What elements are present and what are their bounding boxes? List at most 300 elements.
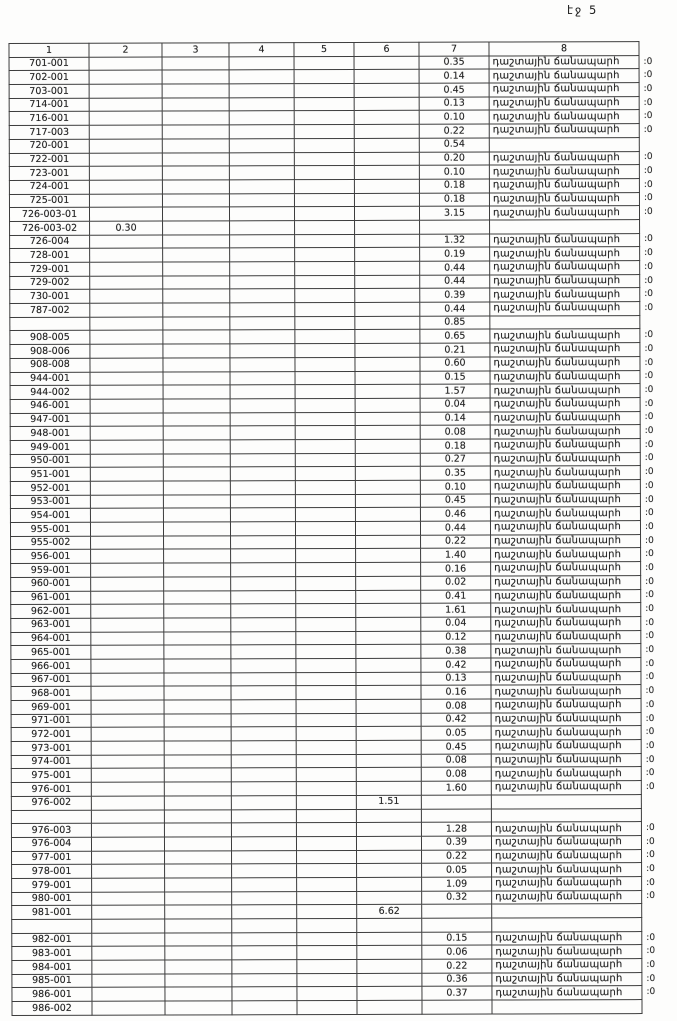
cell-c5 bbox=[295, 275, 355, 289]
cell-c5 bbox=[294, 97, 354, 111]
cell-c6 bbox=[356, 603, 421, 617]
cell-c6 bbox=[356, 535, 421, 549]
cell-c3 bbox=[163, 453, 230, 467]
cell-c5 bbox=[297, 891, 357, 905]
cell-c5 bbox=[295, 248, 355, 262]
cell-c3 bbox=[164, 659, 231, 673]
cell-c6 bbox=[356, 768, 421, 782]
cell-edge-fragment: :0 bbox=[646, 877, 655, 888]
cell-c8: դաշտային ճանապարհ bbox=[490, 411, 640, 425]
cell-c7: 1.40 bbox=[421, 548, 491, 562]
cell-edge-fragment: :0 bbox=[645, 535, 654, 546]
cell-c3 bbox=[164, 604, 231, 618]
cell-c2 bbox=[90, 358, 163, 372]
cell-c7: 0.36 bbox=[422, 973, 492, 987]
cell-c1: 908-008 bbox=[10, 358, 90, 372]
cell-c2 bbox=[89, 207, 162, 221]
cell-c8 bbox=[491, 794, 641, 808]
cell-edge-fragment bbox=[641, 808, 667, 822]
cell-c1: 953-001 bbox=[10, 495, 90, 509]
cell-c7: 0.39 bbox=[421, 836, 491, 850]
cell-c4 bbox=[229, 166, 294, 180]
cell-edge-fragment: :0 bbox=[644, 494, 654, 505]
cell-c4 bbox=[230, 262, 295, 276]
cell-c8: դաշտային ճանապարհ bbox=[492, 890, 642, 904]
cell-c3 bbox=[163, 289, 230, 303]
cell-c4 bbox=[230, 221, 295, 235]
cell-c6 bbox=[357, 959, 422, 973]
cell-c7: 0.18 bbox=[419, 193, 489, 207]
cell-c2 bbox=[91, 659, 164, 673]
cell-c5 bbox=[296, 617, 356, 631]
cell-edge-fragment: :0 bbox=[645, 562, 654, 574]
cell-c2 bbox=[90, 440, 163, 454]
cell-c8: դաշտային ճանապարհ bbox=[489, 110, 639, 124]
cell-edge-fragment: :0 bbox=[645, 781, 655, 793]
cell-c3 bbox=[162, 139, 229, 153]
cell-c2 bbox=[92, 987, 165, 1001]
cell-c2 bbox=[92, 905, 165, 919]
cell-c3 bbox=[162, 152, 229, 166]
cell-c2 bbox=[90, 303, 163, 317]
cell-c3 bbox=[164, 823, 231, 837]
cell-c8: դաշտային ճանապարհ bbox=[490, 288, 640, 302]
cell-c2 bbox=[92, 864, 165, 878]
cell-c6 bbox=[356, 686, 421, 700]
cell-c8 bbox=[492, 918, 642, 932]
cell-edge-fragment bbox=[640, 219, 666, 233]
cell-c1 bbox=[10, 317, 90, 331]
cell-c5 bbox=[294, 111, 354, 125]
cell-c6 bbox=[354, 124, 419, 138]
cell-c4 bbox=[232, 946, 297, 960]
cell-c1: 955-001 bbox=[10, 522, 90, 536]
cell-c7: 0.08 bbox=[421, 767, 491, 781]
cell-c8: դաշտային ճանապարհ bbox=[491, 644, 641, 658]
cell-c6 bbox=[356, 754, 421, 768]
table-row bbox=[12, 1000, 668, 1016]
cell-c7: 0.05 bbox=[422, 863, 492, 877]
cell-c2 bbox=[91, 796, 164, 810]
cell-c8 bbox=[489, 137, 639, 151]
column-header: 2 bbox=[89, 43, 162, 57]
cell-c7: 0.14 bbox=[420, 412, 490, 426]
cell-c3 bbox=[165, 878, 232, 892]
cell-c3 bbox=[165, 960, 232, 974]
cell-c2 bbox=[90, 413, 163, 427]
cell-edge-fragment: :0 bbox=[644, 521, 654, 532]
cell-c1: 726-004 bbox=[10, 235, 90, 249]
cell-c2 bbox=[91, 686, 164, 700]
cell-c2 bbox=[90, 385, 163, 399]
cell-c2 bbox=[91, 700, 164, 714]
cell-c4 bbox=[232, 932, 297, 946]
cell-c1: 983-001 bbox=[12, 947, 92, 961]
cell-c3 bbox=[165, 1001, 232, 1015]
cell-c2 bbox=[90, 426, 163, 440]
cell-c1: 954-001 bbox=[10, 509, 90, 523]
cell-edge-fragment: :0 bbox=[644, 289, 654, 300]
cell-edge-fragment: :0 bbox=[644, 343, 654, 355]
cell-c2 bbox=[92, 960, 165, 974]
cell-c6 bbox=[354, 165, 419, 179]
cell-c5 bbox=[294, 152, 354, 166]
cell-c1: 956-001 bbox=[11, 550, 91, 564]
cell-c6 bbox=[355, 357, 420, 371]
cell-c8: դաշտային ճանապարհ bbox=[491, 548, 641, 562]
cell-c8: դաշտային ճանապարհ bbox=[492, 931, 642, 945]
cell-c8 bbox=[490, 219, 640, 233]
cell-edge-fragment: :0 bbox=[644, 426, 654, 437]
cell-c1: 787-002 bbox=[10, 303, 90, 317]
cell-c1: 969-001 bbox=[11, 700, 91, 714]
cell-c6 bbox=[356, 781, 421, 795]
cell-c5 bbox=[295, 453, 355, 467]
cell-c6 bbox=[355, 302, 420, 316]
cell-edge-fragment: :0 bbox=[643, 152, 653, 163]
cell-c7: 0.35 bbox=[419, 56, 489, 70]
cell-c4 bbox=[229, 180, 294, 194]
cell-c1: 974-001 bbox=[11, 755, 91, 769]
cell-c5 bbox=[296, 631, 356, 645]
cell-edge-fragment: :0 bbox=[643, 124, 653, 136]
cell-edge-fragment: :0 bbox=[644, 467, 654, 478]
cell-c5 bbox=[295, 522, 355, 536]
cell-c5 bbox=[296, 699, 356, 713]
cell-c2 bbox=[90, 372, 163, 386]
cell-c5 bbox=[296, 768, 356, 782]
cell-c6 bbox=[356, 658, 421, 672]
cell-c1: 951-001 bbox=[10, 468, 90, 482]
cell-c8: դաշտային ճանապարհ bbox=[490, 507, 640, 521]
cell-c4 bbox=[230, 289, 295, 303]
cell-c5 bbox=[294, 70, 354, 84]
cell-c6 bbox=[355, 248, 420, 262]
cell-c4 bbox=[229, 70, 294, 84]
cell-c4 bbox=[232, 973, 297, 987]
cell-c7: 0.42 bbox=[421, 658, 491, 672]
cell-c4 bbox=[230, 330, 295, 344]
cell-c6 bbox=[356, 631, 421, 645]
cell-c1: 961-001 bbox=[11, 591, 91, 605]
cell-c5 bbox=[295, 261, 355, 275]
cell-c7: 0.39 bbox=[420, 288, 490, 302]
cell-c4 bbox=[230, 357, 295, 371]
cell-edge-fragment: :0 bbox=[645, 768, 655, 779]
cell-c4 bbox=[231, 768, 296, 782]
cell-c6 bbox=[357, 891, 422, 905]
column-header: 6 bbox=[354, 42, 419, 56]
cell-c7: 0.18 bbox=[420, 439, 490, 453]
column-header: 5 bbox=[294, 42, 354, 56]
cell-c5 bbox=[297, 864, 357, 878]
cell-c7: 0.22 bbox=[421, 535, 491, 549]
cell-c8: դաշտային ճանապարհ bbox=[490, 356, 640, 370]
cell-c2 bbox=[90, 522, 163, 536]
cell-c7: 0.42 bbox=[421, 713, 491, 727]
cell-c1: 724-001 bbox=[9, 180, 89, 194]
cell-c5 bbox=[296, 535, 356, 549]
cell-c2 bbox=[89, 153, 162, 167]
cell-c7 bbox=[420, 220, 490, 234]
cell-c7: 0.18 bbox=[419, 179, 489, 193]
cell-c6 bbox=[355, 220, 420, 234]
cell-c8: դաշտային ճանապարհ bbox=[489, 165, 639, 179]
cell-c2 bbox=[90, 262, 163, 276]
cell-c5 bbox=[296, 645, 356, 659]
cell-c7: 1.57 bbox=[420, 384, 490, 398]
cell-c5 bbox=[295, 330, 355, 344]
cell-edge-fragment: :0 bbox=[645, 727, 655, 738]
cell-c7: 1.61 bbox=[421, 603, 491, 617]
cell-c1: 722-001 bbox=[9, 153, 89, 167]
cell-c7: 0.54 bbox=[419, 138, 489, 152]
cell-c3 bbox=[163, 412, 230, 426]
cell-c6 bbox=[355, 439, 420, 453]
cell-edge-fragment bbox=[642, 1000, 668, 1014]
cell-c8: դաշտային ճանապարհ bbox=[491, 671, 641, 685]
cell-c2 bbox=[92, 919, 165, 933]
cell-c6 bbox=[355, 521, 420, 535]
cell-c7: 0.46 bbox=[420, 507, 490, 521]
cell-edge-fragment bbox=[641, 794, 667, 808]
cell-c4 bbox=[232, 960, 297, 974]
cell-c1: 980-001 bbox=[12, 892, 92, 906]
cell-c1: 703-001 bbox=[9, 84, 89, 98]
cell-c7: 0.85 bbox=[420, 316, 490, 330]
cell-edge-fragment: :0 bbox=[646, 987, 656, 998]
cell-c8 bbox=[492, 904, 642, 918]
cell-c6 bbox=[355, 453, 420, 467]
cell-c7: 1.32 bbox=[420, 234, 490, 248]
cell-c7: 0.16 bbox=[421, 685, 491, 699]
cell-c8: դաշտային ճանապարհ bbox=[490, 343, 640, 357]
cell-c6 bbox=[355, 234, 420, 248]
cell-c5 bbox=[295, 220, 355, 234]
cell-c4 bbox=[229, 84, 294, 98]
cell-c5 bbox=[295, 289, 355, 303]
cell-c8: դաշտային ճանապարհ bbox=[490, 480, 640, 494]
cell-edge-fragment: :0 bbox=[646, 973, 656, 984]
cell-edge-fragment: :0 bbox=[645, 740, 655, 751]
cell-c3 bbox=[163, 317, 230, 331]
cell-c8: դաշտային ճանապարհ bbox=[491, 822, 641, 836]
cell-c8: դաշտային ճանապարհ bbox=[489, 69, 639, 83]
cell-c5 bbox=[297, 918, 357, 932]
cell-c3 bbox=[163, 522, 230, 536]
cell-c8: դաշտային ճանապարհ bbox=[491, 589, 641, 603]
cell-c2 bbox=[91, 823, 164, 837]
cell-edge-fragment: :0 bbox=[645, 754, 655, 765]
cell-c7: 0.10 bbox=[420, 480, 490, 494]
cell-edge-fragment: :0 bbox=[644, 385, 654, 396]
cell-edge-fragment: :0 bbox=[646, 850, 655, 861]
cell-c6 bbox=[357, 932, 422, 946]
cell-c1: 978-001 bbox=[12, 865, 92, 879]
cell-edge-fragment bbox=[639, 137, 665, 151]
cell-c3 bbox=[165, 974, 232, 988]
cell-c5 bbox=[297, 877, 357, 891]
cell-c8: դաշտային ճանապարհ bbox=[489, 55, 639, 69]
cell-c8: դաշտային ճանապարհ bbox=[490, 329, 640, 343]
cell-c4 bbox=[230, 481, 295, 495]
cell-c6 bbox=[354, 152, 419, 166]
cell-c8: դաշտային ճանապարհ bbox=[491, 575, 641, 589]
cell-c2: 0.30 bbox=[90, 221, 163, 235]
cell-c7 bbox=[421, 809, 491, 823]
cell-c7: 0.08 bbox=[421, 754, 491, 768]
cell-edge-fragment: :0 bbox=[643, 83, 653, 94]
cell-c7: 0.13 bbox=[421, 672, 491, 686]
cell-c2 bbox=[91, 536, 164, 550]
cell-c7: 0.38 bbox=[421, 644, 491, 658]
cell-c3 bbox=[165, 933, 232, 947]
cell-c8: դաշտային ճանապարհ bbox=[489, 206, 639, 220]
cell-c3 bbox=[163, 234, 230, 248]
cell-c1: 964-001 bbox=[11, 632, 91, 646]
cell-c3 bbox=[162, 166, 229, 180]
cell-c8: դաշտային ճանապարհ bbox=[489, 83, 639, 97]
cell-c4 bbox=[231, 700, 296, 714]
cell-c5 bbox=[294, 138, 354, 152]
cell-edge-fragment: :0 bbox=[644, 261, 653, 272]
cell-c2 bbox=[91, 604, 164, 618]
cell-c7: 0.44 bbox=[420, 521, 490, 535]
cell-edge-fragment: :0 bbox=[643, 56, 653, 67]
cell-c6 bbox=[355, 398, 420, 412]
cell-edge-fragment: :0 bbox=[644, 330, 654, 341]
cell-c4 bbox=[231, 659, 296, 673]
cell-c8: դաշտային ճանապարհ bbox=[491, 699, 641, 713]
cell-c6 bbox=[357, 863, 422, 877]
cell-c2 bbox=[90, 344, 163, 358]
cell-edge-fragment: :0 bbox=[644, 234, 653, 245]
cell-c4 bbox=[231, 727, 296, 741]
cell-c7: 0.21 bbox=[420, 343, 490, 357]
cell-c1: 701-001 bbox=[9, 57, 89, 71]
cell-c1: 971-001 bbox=[11, 714, 91, 728]
cell-c3 bbox=[164, 714, 231, 728]
cell-c8: դաշտային ճանապարհ bbox=[490, 274, 640, 288]
cell-c2 bbox=[89, 139, 162, 153]
cell-c6 bbox=[356, 562, 421, 576]
cell-c6 bbox=[354, 138, 419, 152]
page-number-label: էջ 5 bbox=[567, 3, 599, 17]
cell-c2 bbox=[91, 727, 164, 741]
cell-c4 bbox=[232, 987, 297, 1001]
cell-c1: 986-002 bbox=[12, 1001, 92, 1015]
cell-c1: 986-001 bbox=[12, 988, 92, 1002]
cell-c7: 0.44 bbox=[420, 261, 490, 275]
cell-c7 bbox=[422, 918, 492, 932]
cell-c8: դաշտային ճանապարհ bbox=[490, 493, 640, 507]
cell-c5 bbox=[295, 371, 355, 385]
cell-c3 bbox=[163, 440, 230, 454]
cell-c5 bbox=[295, 467, 355, 481]
cell-c8: դաշտային ճանապարհ bbox=[491, 781, 641, 795]
cell-c7: 0.41 bbox=[421, 590, 491, 604]
cell-c7: 0.32 bbox=[422, 891, 492, 905]
cell-c6 bbox=[355, 508, 420, 522]
cell-c6 bbox=[355, 412, 420, 426]
cell-c3 bbox=[164, 700, 231, 714]
cell-c6 bbox=[356, 836, 421, 850]
cell-c4 bbox=[230, 426, 295, 440]
cell-c6 bbox=[355, 480, 420, 494]
cell-c5 bbox=[297, 932, 357, 946]
cell-c4 bbox=[230, 453, 295, 467]
cell-c2 bbox=[92, 946, 165, 960]
cell-c5 bbox=[295, 508, 355, 522]
cell-c1: 944-001 bbox=[10, 372, 90, 386]
cell-c3 bbox=[165, 864, 232, 878]
cell-c5 bbox=[294, 179, 354, 193]
cell-c2 bbox=[92, 851, 165, 865]
cell-c4 bbox=[231, 686, 296, 700]
cell-c6 bbox=[356, 549, 421, 563]
cell-c7 bbox=[422, 904, 492, 918]
cell-c8: դաշտային ճանապարհ bbox=[492, 849, 642, 863]
cell-c2 bbox=[91, 563, 164, 577]
cell-c3 bbox=[162, 98, 229, 112]
cell-edge-fragment: :0 bbox=[644, 398, 654, 409]
cell-c3 bbox=[165, 905, 232, 919]
cell-c4 bbox=[230, 275, 295, 289]
cell-c5 bbox=[295, 480, 355, 494]
cell-c3 bbox=[162, 70, 229, 84]
cell-c4 bbox=[231, 576, 296, 590]
cell-c2 bbox=[91, 618, 164, 632]
cell-c3 bbox=[163, 248, 230, 262]
cell-edge-fragment: :0 bbox=[645, 631, 655, 642]
cell-c3 bbox=[164, 727, 231, 741]
cell-c6 bbox=[356, 576, 421, 590]
data-table bbox=[8, 41, 668, 1016]
cell-edge-fragment: :0 bbox=[643, 111, 653, 122]
cell-c6 bbox=[355, 343, 420, 357]
cell-c6 bbox=[354, 70, 419, 84]
cell-c1: 728-001 bbox=[10, 249, 90, 263]
cell-c2 bbox=[91, 673, 164, 687]
cell-c1: 908-006 bbox=[10, 344, 90, 358]
cell-c7: 0.16 bbox=[421, 562, 491, 576]
cell-c7: 0.05 bbox=[421, 726, 491, 740]
cell-c8: դաշտային ճանապարհ bbox=[490, 233, 640, 247]
cell-c3 bbox=[164, 837, 231, 851]
cell-c2 bbox=[90, 399, 163, 413]
cell-edge-fragment: :0 bbox=[644, 508, 654, 519]
cell-c1: 981-001 bbox=[12, 906, 92, 920]
cell-c3 bbox=[164, 577, 231, 591]
cell-c4 bbox=[231, 631, 296, 645]
cell-c6 bbox=[356, 740, 421, 754]
cell-edge-fragment: :0 bbox=[646, 946, 656, 957]
cell-c5 bbox=[296, 754, 356, 768]
cell-c7 bbox=[421, 795, 491, 809]
cell-c6: 6.62 bbox=[357, 905, 422, 919]
cell-c8: դաշտային ճանապարհ bbox=[490, 425, 640, 439]
cell-c6 bbox=[357, 918, 422, 932]
cell-c7: 0.22 bbox=[419, 124, 489, 138]
cell-c7: 0.22 bbox=[422, 959, 492, 973]
cell-c1: 962-001 bbox=[11, 604, 91, 618]
cell-c2 bbox=[91, 810, 164, 824]
cell-edge-fragment: :0 bbox=[643, 97, 653, 108]
cell-c8: դաշտային ճանապարհ bbox=[489, 178, 639, 192]
cell-c4 bbox=[232, 891, 297, 905]
cell-c6 bbox=[355, 467, 420, 481]
cell-c2 bbox=[90, 317, 163, 331]
